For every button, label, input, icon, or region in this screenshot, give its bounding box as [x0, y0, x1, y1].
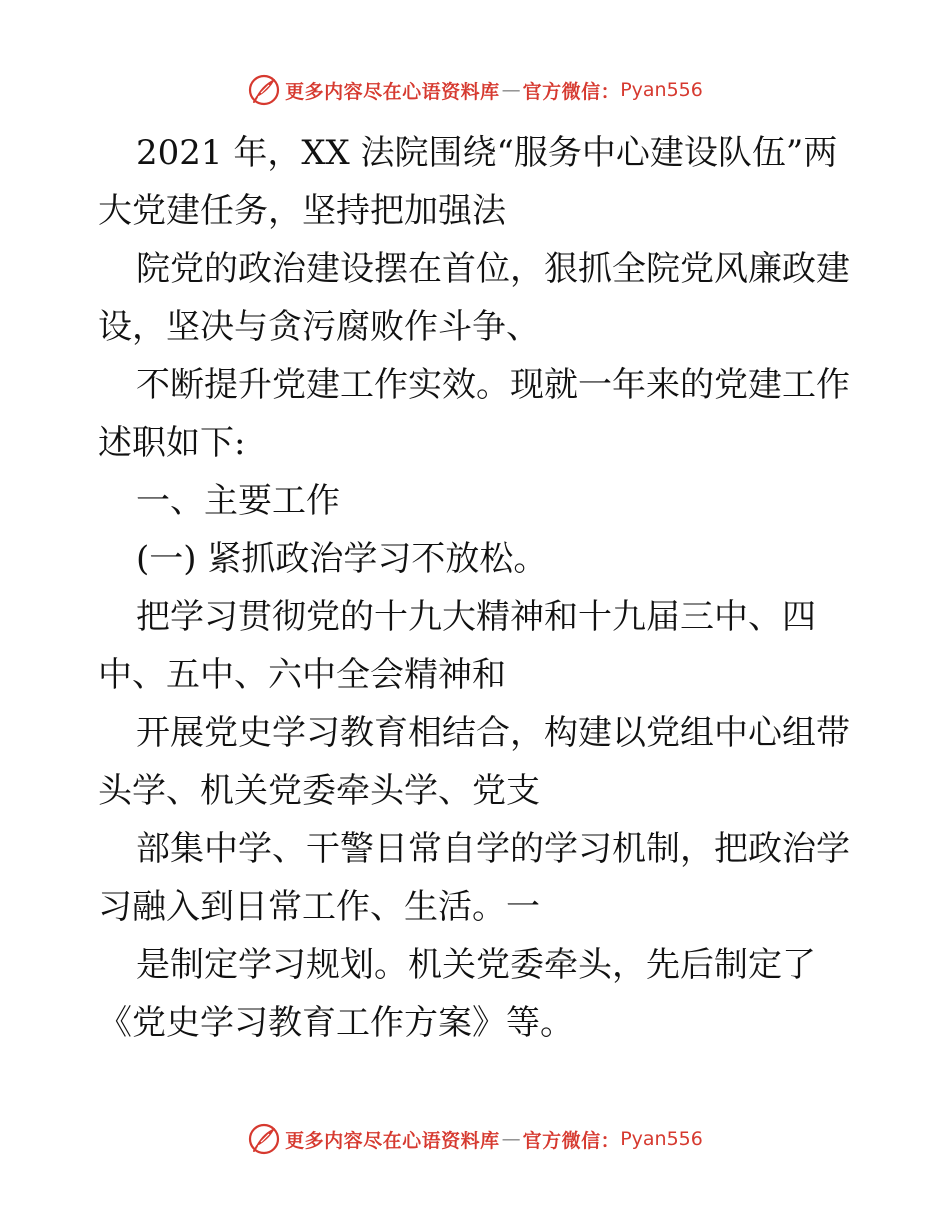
section-heading: 一、主要工作 — [136, 481, 340, 521]
feather-pen-logo-icon — [247, 73, 281, 107]
watermark-separator: — — [501, 79, 521, 101]
watermark-separator: — — [501, 1128, 521, 1150]
text-line: 习融入到日常工作、生活。一 — [98, 887, 540, 927]
watermark-wechat-label: 官方微信： — [522, 1129, 621, 1152]
text-line: 开展党史学习教育相结合，构建以党组中心组带 — [136, 713, 850, 753]
document-body — [98, 124, 863, 1052]
subsection-heading: (一) 紧抓政治学习不放松。 — [136, 539, 548, 579]
text-line: 不断提升党建工作实效。现就一年来的党建工作 — [136, 365, 850, 405]
text-line: 院党的政治建设摆在首位，狠抓全院党风廉政建 — [136, 249, 850, 289]
text-line: 大党建任务，坚持把加强法 — [98, 191, 506, 231]
watermark-wechat-label: 官方微信： — [522, 80, 621, 103]
feather-pen-logo-icon — [247, 1122, 281, 1156]
text-line: 把学习贯彻党的十九大精神和十九届三中、四 — [136, 597, 816, 637]
text-line: 部集中学、干警日常自学的学习机制，把政治学 — [136, 829, 850, 869]
text-line: 《党史学习教育工作方案》等。 — [98, 1003, 574, 1043]
watermark-wechat-id: Pyan556 — [620, 79, 703, 101]
text-line: 是制定学习规划。机关党委牵头，先后制定了 — [136, 945, 816, 985]
header-watermark — [0, 70, 950, 110]
text-line: 中、五中、六中全会精神和 — [98, 655, 506, 695]
text-line: 头学、机关党委牵头学、党支 — [98, 771, 540, 811]
watermark-text: 更多内容尽在心语资料库 — [285, 80, 500, 103]
watermark-text: 更多内容尽在心语资料库 — [285, 1129, 500, 1152]
text-line: 设，坚决与贪污腐败作斗争、 — [98, 307, 540, 347]
watermark-wechat-id: Pyan556 — [620, 1128, 703, 1150]
text-line: 述职如下: — [98, 423, 246, 463]
footer-watermark — [0, 1119, 950, 1159]
text-line: 2021 年，XX 法院围绕“服务中心建设队伍”两 — [136, 133, 838, 173]
